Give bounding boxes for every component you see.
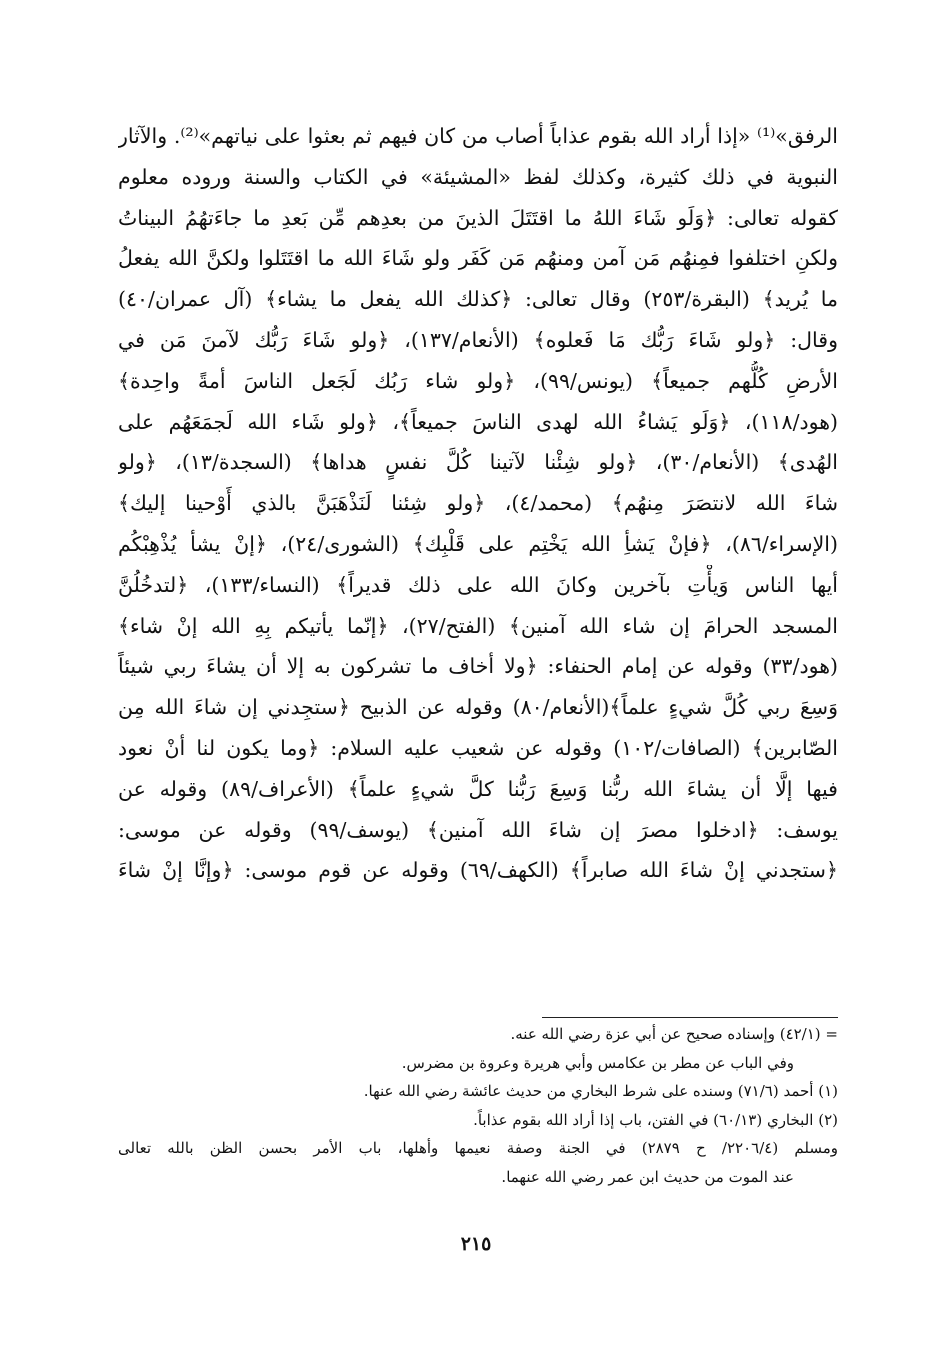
footnote-1: (١) أحمد (٧١/٦) وسنده على شرط البخاري من حديث عائشة رضي الله عنها. [363,1082,838,1100]
footnote-continuation: وفي الباب عن مطر بن عكامس وأبي هريرة وعروة بن مضرس. [401,1053,794,1072]
body-line: ما يُريد﴾ (البقرة/٢٥٣) وقال تعالى: ﴿كذلك الله يفعل ما يشاء﴾ (آل عمران/٤٠) [118,287,838,312]
body-line: الصّابرين﴾ (الصافات/١٠٢) وقوله عن شعيب عليه السلام: ﴿وما يكون لنا أنْ نعود [118,735,838,760]
body-line: (هود/١١٨)، ﴿وَلَو يَشاءُ الله لهدى الناسَ جميعاً﴾، ﴿ولو شَاء الله لَجمَعَهُم على [118,409,838,434]
body-line: وقال: ﴿ولو شَاءَ رَبُّك مَا فَعلوه﴾ (الأنعام/١٣٧)، ﴿ولو شَاءَ رَبُّك لآمنَ مَن في [118,327,838,352]
footnotes [118,1020,838,1191]
body-paragraph [118,116,838,891]
footnote-2: (٢) البخاري (٦٠/١٣) في الفتن، باب إذا أراد الله بقوم عذاباً. [473,1110,838,1129]
body-line: وَسِعَ ربي كُلَّ شيءٍ علماً﴾(الأنعام/٨٠) وقوله عن الذبيح ﴿ستجِدني إن شاءَ الله مِن [118,695,838,720]
body-line: الهُدى﴾ (الأنعام/٣٠)، ﴿ولو شِئْنا لآتينا كُلَّ نفسٍ هداها﴾ (السجدة/١٣)، ﴿ولو [118,450,838,475]
body-line: الرفق»⁽¹⁾ «إذا أراد الله بقوم عذاباً أصاب من كان فيهم ثم بعثوا على نياتهم»⁽²⁾. والآثار [118,124,838,148]
body-line: يوسف: ﴿ادخلوا مصرَ إن شاءَ الله آمنين﴾ (يوسف/٩٩) وقوله عن موسى: [118,817,838,842]
footnote-separator [542,1017,838,1018]
footnote-separator-wrap [118,0,838,1]
body-line: المسجد الحرامَ إن شاء الله آمنين﴾ (الفتح/٢٧)، ﴿إنّما يأتيكم بِهِ الله إنْ شاء﴾ [118,613,838,638]
footnote-2-continuation: عند الموت من حديث ابن عمر رضي الله عنهما. [501,1167,794,1186]
body-line: أيها الناس وَيأْتِ بآخرين وكانَ الله على ذلك قديراً﴾ (النساء/١٣٣)، ﴿لتدخُلُنَّ [118,572,838,597]
page-number: ٢١٥ [460,1233,492,1255]
body-line: النبوية في ذلك كثيرة، وكذلك لفظ «المشيئة» في الكتاب والسنة وروده معلوم [118,164,838,189]
footnote-continuation: = (٤٢/١) وإسناده صحيح عن أبي عزة رضي الله عنه. [510,1025,838,1043]
main-text-block [118,116,838,891]
body-line: كقوله تعالى: ﴿وَلَو شَاءَ اللهُ ما اقتَتَلَ الذينَ من بعدِهم مِّن بَعدِ ما جاءَتهُمُ البيناتُ [118,205,838,230]
body-line: ﴿ستجدني إنْ شاءَ الله صابراً﴾ (الكهف/٦٩) وقوله عن قوم موسى: ﴿وإنَّا إنْ شاءَ [118,858,838,883]
body-line: شاءَ الله لانتصَرَ مِنهُم﴾ (محمد/٤)، ﴿ولو شِئنا لَنَذْهَبَنَّ بالذي أَوْحينا إليك﴾ [118,491,838,516]
body-line: فيها إلَّا أن يشاءَ الله ربُّنا وَسِعَ رَبُّنا كلَّ شيءٍ علماً﴾ (الأعراف/٨٩) وقوله عن [118,776,838,801]
body-line: (هود/٣٣) وقوله عن إمام الحنفاء: ﴿ولا أخاف ما تشركون به إلا أن يشاءَ ربي شيئاً [118,654,838,679]
body-line: (الإسراء/٨٦)، ﴿فإنْ يَشأِ الله يَخْتِم على قَلْبِك﴾ (الشورى/٢٤)، ﴿إنْ يشأ يُذْهِبْكُم [118,531,838,556]
body-line: ولكنِ اختلفوا فمِنهُم مَن آمن ومنهُم مَن كَفَر ولو شَاءَ الله ما اقتَتَلوا ولكنَّ الله يفعلُ [118,246,838,271]
footnote-2-continuation: ومسلم (٢٢٠٦/٤/ ح ٢٨٧٩) في الجنة وصفة نعيمها وأهلها، باب الأمر بحسن الظن بالله تعالى [118,1139,838,1157]
body-line: الأرضِ كُلُّهم جميعاً﴾ (يونس/٩٩)، ﴿ولو شاء رَبُك لَجَعل الناسَ أمةً واحِدة﴾ [118,368,838,393]
